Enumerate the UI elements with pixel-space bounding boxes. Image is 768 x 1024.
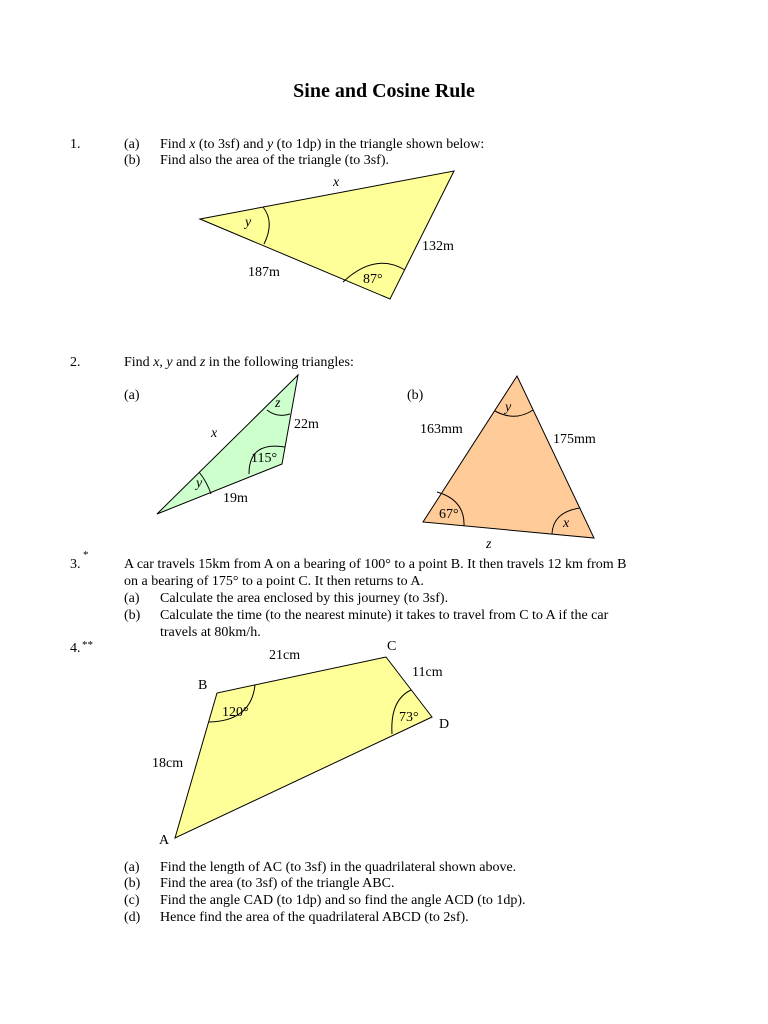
q2-number: 2. <box>70 355 81 370</box>
q2b-label-175mm: 175mm <box>553 432 596 447</box>
q4-c-text: Find the angle CAD (to 1dp) and so find the angle ACD (to 1dp). <box>160 893 526 908</box>
q2b-label-y: y <box>505 400 512 415</box>
q4-d-label: (d) <box>124 910 141 925</box>
q4-label-d: D <box>439 717 450 732</box>
q2-b-label: (b) <box>407 388 424 403</box>
q2b-label-z: z <box>486 537 492 552</box>
q1-label-187m: 187m <box>248 265 280 280</box>
q1-label-y: y <box>245 215 252 230</box>
q2-text: Find x, y and z in the following triangles: <box>124 355 354 370</box>
q4-d-text: Hence find the area of the quadrilateral ABCD (to 2sf). <box>160 910 469 925</box>
q2a-label-y: y <box>196 476 203 491</box>
page-title: Sine and Cosine Rule <box>293 80 475 102</box>
q4-label-11cm: 11cm <box>412 665 443 680</box>
q4-label-120: 120° <box>222 705 249 720</box>
q3-a-label: (a) <box>124 591 140 606</box>
q1-b-label: (b) <box>124 153 141 168</box>
q2-a-label: (a) <box>124 388 140 403</box>
q4-label-73: 73° <box>399 710 419 725</box>
q3-line1: A car travels 15km from A on a bearing of 100° to a point B. It then travels 12 km from B <box>124 557 627 572</box>
q2b-label-x: x <box>563 516 570 531</box>
q2a-label-x: x <box>211 426 218 441</box>
q3-a-text: Calculate the area enclosed by this journey (to 3sf). <box>160 591 449 606</box>
q4-label-b: B <box>198 678 208 693</box>
q1-label-132m: 132m <box>422 239 454 254</box>
q1-a-text: Find x (to 3sf) and y (to 1dp) in the triangle shown below: <box>160 137 485 152</box>
q3-b-text: Calculate the time (to the nearest minute) it takes to travel from C to A if the car <box>160 608 609 623</box>
q4-quadrilateral <box>175 657 432 838</box>
q3-line2: on a bearing of 175° to a point C. It then returns to A. <box>124 574 424 589</box>
q4-c-label: (c) <box>124 893 140 908</box>
q3-b-text-line2: travels at 80km/h. <box>160 625 261 640</box>
q4-b-text: Find the area (to 3sf) of the triangle ABC. <box>160 876 395 891</box>
q4-label-c: C <box>387 639 397 654</box>
q3-star: * <box>83 549 89 561</box>
q2b-label-67: 67° <box>439 507 459 522</box>
q4-stars: ** <box>82 639 93 651</box>
q4-b-label: (b) <box>124 876 141 891</box>
q1-a-label: (a) <box>124 137 140 152</box>
q2a-label-19m: 19m <box>223 491 248 506</box>
q1-b-text: Find also the area of the triangle (to 3sf). <box>160 153 389 168</box>
q2b-label-163mm: 163mm <box>420 422 463 437</box>
q3-b-label: (b) <box>124 608 141 623</box>
q4-label-18cm: 18cm <box>152 756 184 771</box>
q3-number: 3. <box>70 557 81 572</box>
q2a-label-z: z <box>275 396 281 411</box>
q1-label-87: 87° <box>363 272 383 287</box>
q2a-label-115: 115° <box>251 451 278 466</box>
q4-label-21cm: 21cm <box>269 648 301 663</box>
q2a-label-22m: 22m <box>294 417 319 432</box>
q1-label-x: x <box>333 175 340 190</box>
q4-number: 4. <box>70 641 81 656</box>
q4-a-label: (a) <box>124 860 140 875</box>
q1-number: 1. <box>70 137 81 152</box>
q4-label-a: A <box>159 833 170 848</box>
q4-a-text: Find the length of AC (to 3sf) in the quadrilateral shown above. <box>160 860 517 875</box>
